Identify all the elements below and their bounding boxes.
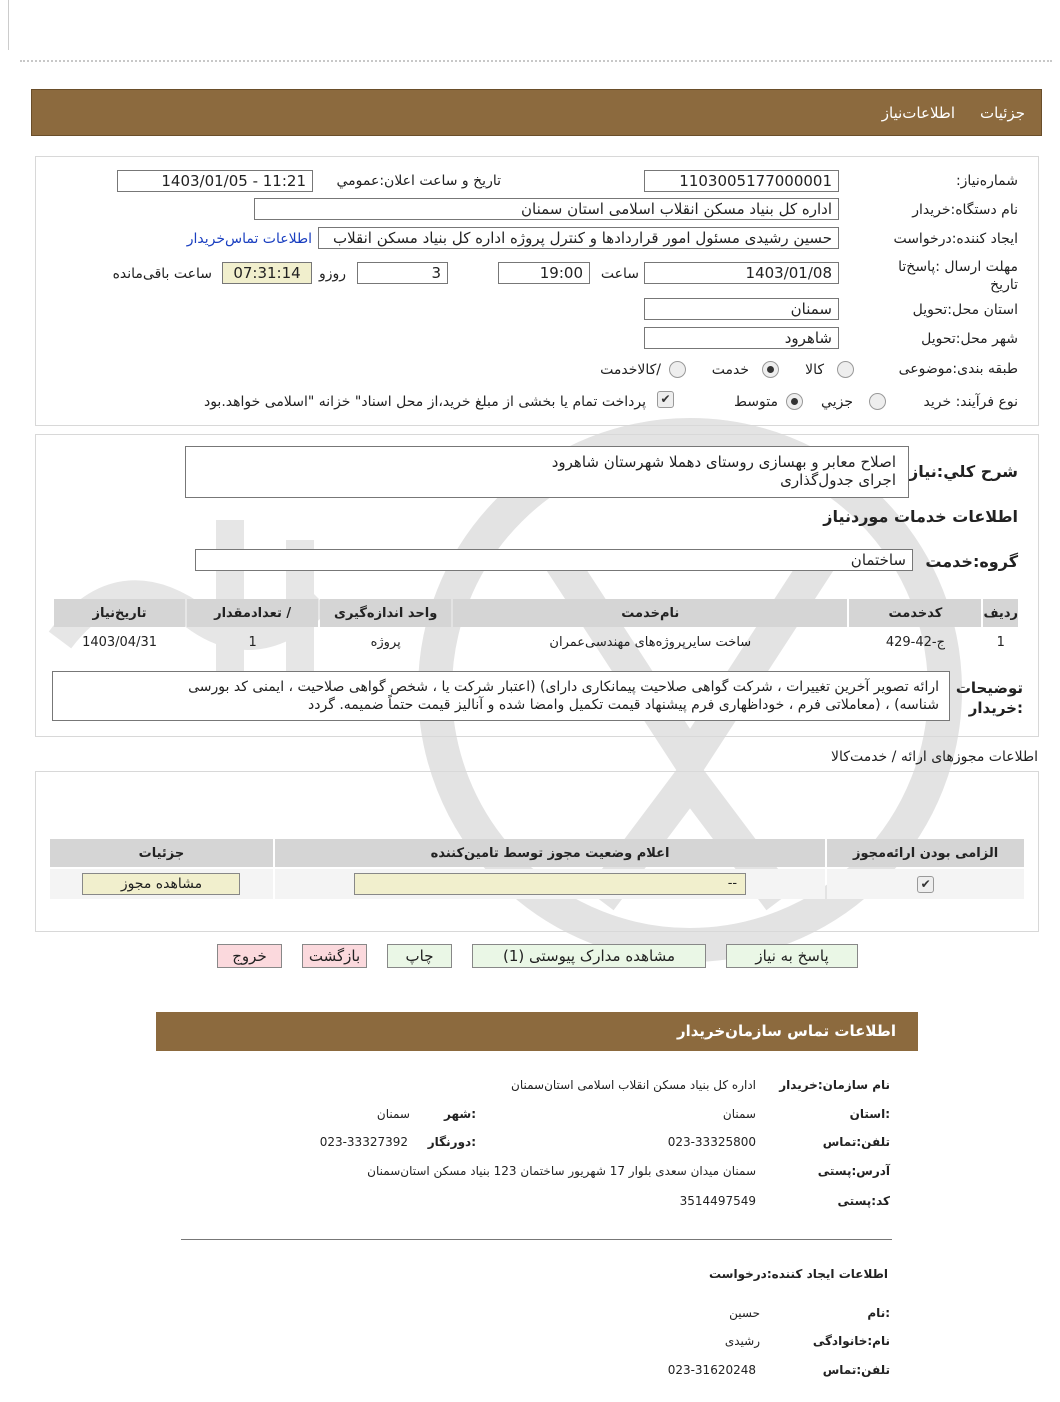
province-label: استان محل:تحویل	[912, 302, 1018, 318]
proc-medium-radio[interactable]	[786, 393, 803, 410]
cat-both-label: /کالاخدمت	[600, 362, 661, 378]
org-label: نام سازمان:خریدار	[779, 1078, 890, 1092]
summary-line-2: اجرای جدول‌گذاری	[780, 471, 896, 489]
creator-family-label: نام:خانوادگی	[812, 1334, 890, 1348]
summary-line-1: اصلاح معابر و بهسازی روستای دهملا شهرستان شاهرود	[551, 453, 896, 471]
col-quantity: / تعدادمقدار	[187, 599, 318, 627]
phone-value: 023-33325800	[667, 1135, 756, 1149]
page-edge-line	[8, 0, 9, 50]
proc-partial-radio[interactable]	[869, 393, 886, 410]
deadline-date-field: 1403/01/08	[644, 262, 839, 284]
service-group-label: گروه:خدمت	[925, 552, 1018, 571]
buyer-notes-field	[52, 671, 950, 721]
cell-need-date: 1403/04/31	[82, 634, 157, 650]
reply-button[interactable]: پاسخ به نیاز	[726, 944, 858, 968]
contact-header	[156, 1012, 918, 1051]
creator-field: حسین رشیدی مسئول امور قراردادها و کنترل پروژه اداره کل بنیاد مسکن انقلاب	[318, 227, 839, 249]
creator-family-value: رشیدی	[724, 1334, 760, 1348]
postal-value: 3514497549	[679, 1194, 756, 1208]
creator-info-title: اطلاعات ایجاد کننده:درخواست	[708, 1267, 888, 1281]
col-unit: واحد اندازه‌گیری	[320, 599, 451, 627]
buyer-org-field: اداره کل بنیاد مسکن انقلاب اسلامی استان سمنان	[254, 198, 839, 220]
cell-row: 1	[996, 634, 1005, 650]
col-code: کدخدمت	[849, 599, 981, 627]
cat-goods-label: کالا	[805, 362, 824, 378]
deadline-label: مهلت ارسال :پاسخ‌تا تاریخ	[898, 259, 1018, 293]
cell-code: ج-42-429	[885, 634, 945, 650]
col-permit-required: الزامی بودن ارائه‌مجوز	[827, 839, 1024, 867]
permit-status-field: --	[354, 873, 746, 895]
print-button[interactable]: چاپ	[387, 944, 452, 968]
cell-quantity: 1	[248, 634, 257, 650]
province-field: سمنان	[644, 298, 839, 320]
cell-service-name: ساخت سایرپروژه‌های مهندسی‌عمران	[549, 634, 752, 650]
days-field: 3	[357, 262, 448, 284]
col-service-name: نام‌خدمت	[453, 599, 847, 627]
col-permit-details: جزئیات	[50, 839, 273, 867]
buyer-notes-line-2: شناسه) ، (معاملاتی فرم ، خوداظهاری فرم پیشنهاد قیمت تکمیل وامضا شده و آنالیز قیمت حتماً ضمیمه. گردد	[308, 697, 939, 713]
table-row	[54, 629, 1018, 655]
contact-city-value: سمنان	[376, 1107, 410, 1121]
days-label: روزو	[318, 266, 346, 282]
summary-label: شرح کلي:نیاز	[909, 462, 1018, 481]
creator-label: ایجاد کننده:درخواست	[893, 231, 1018, 247]
city-field: شاهرود	[644, 327, 839, 349]
contact-title: اطلاعات تماس سازمان‌خریدار	[676, 1022, 896, 1040]
postal-label: کد:پستی	[837, 1194, 890, 1208]
exit-button[interactable]: خروج	[217, 944, 282, 968]
contact-province-label: :استان	[849, 1107, 890, 1121]
cat-goods-radio[interactable]	[837, 361, 854, 378]
contact-city-label: :شهر	[444, 1107, 476, 1121]
proc-medium-label: متوسط	[734, 394, 778, 410]
permit-required-checkbox[interactable]: ✔	[917, 876, 934, 893]
org-value: اداره کل بنیاد مسکن انقلاب اسلامی استان‌سمنان	[511, 1078, 756, 1092]
process-label: نوع فرآیند: خرید	[923, 394, 1018, 410]
creator-name-label: :نام	[867, 1306, 890, 1320]
payment-note: پرداخت تمام یا بخشی از مبلغ خرید،از محل اسناد" خزانه "اسلامی خواهد.بود	[203, 394, 646, 410]
treasury-payment-checkbox[interactable]: ✔	[657, 391, 674, 408]
buyer-contact-link[interactable]: اطلاعات تماس‌خریدار	[186, 231, 312, 247]
col-permit-status: اعلام وضعیت مجوز توسط تامین‌کننده	[275, 839, 825, 867]
city-label: شهر محل:تحویل	[921, 331, 1018, 347]
col-need-date: تاریخ‌نیاز	[54, 599, 185, 627]
need-number-field: 1103005177000001	[644, 170, 839, 192]
table-row	[50, 869, 1024, 899]
fax-value: 023-33327392	[319, 1135, 408, 1149]
creator-name-value: حسین	[729, 1306, 760, 1320]
permits-title: اطلاعات مجوزهای ارائه / خدمت‌کالا	[831, 749, 1038, 765]
services-title: اطلاعات خدمات موردنیاز	[823, 507, 1018, 526]
need-number-label: شماره‌نیاز:	[955, 173, 1018, 189]
tab-header-bar	[31, 89, 1042, 136]
cat-service-radio[interactable]	[762, 361, 779, 378]
remaining-label: ساعت باقی‌مانده	[112, 266, 212, 282]
category-label: طبقه بندی:موضوعی	[898, 361, 1018, 377]
cell-permit-required	[827, 869, 1024, 899]
phone-label: تلفن:تماس	[822, 1135, 890, 1149]
summary-field	[185, 446, 909, 498]
contact-province-value: سمنان	[722, 1107, 756, 1121]
services-table	[52, 597, 1020, 657]
buyer-notes-line-1: ارائه تصویر آخرین تغییرات ، شرکت گواهی صلاحیت پیمانکاری دارای) (اعتبار شرکت یا ، شخص گواهی صلاحیت ، ایمنی کد بورسی	[188, 679, 939, 695]
fax-label: :دورنگار	[427, 1135, 476, 1149]
creator-phone-label: تلفن:تماس	[822, 1363, 890, 1377]
buyer-org-label: نام دستگاه:خریدار	[912, 202, 1018, 218]
col-row: ردیف	[983, 599, 1018, 627]
time-label: ساعت	[600, 266, 639, 282]
permits-table	[48, 837, 1026, 901]
view-attachments-button[interactable]: مشاهده مدارک پیوستی (1)	[472, 944, 706, 968]
deadline-time-field: 19:00	[498, 262, 590, 284]
cat-service-label: خدمت	[711, 362, 749, 378]
cat-both-radio[interactable]	[669, 361, 686, 378]
tab-details[interactable]: جزئیات	[980, 104, 1025, 122]
back-button[interactable]: بازگشت	[302, 944, 367, 968]
tab-need-info[interactable]: اطلاعات‌نیاز	[881, 104, 955, 122]
announce-label: تاریخ و ساعت اعلان:عمومي	[336, 173, 501, 189]
address-label: آدرس:پستی	[817, 1164, 890, 1178]
cell-permit-status	[275, 869, 825, 899]
creator-phone-value: 023-31620248	[667, 1363, 756, 1377]
cell-permit-details	[50, 869, 273, 899]
announce-date-field: 1403/01/05 - 11:21	[117, 170, 313, 192]
service-group-field: ساختمان	[195, 549, 913, 571]
proc-partial-label: جزيي	[821, 394, 853, 410]
contact-divider	[181, 1239, 892, 1240]
view-permit-button[interactable]: مشاهده مجوز	[82, 873, 240, 895]
remaining-time-field: 07:31:14	[222, 262, 312, 284]
top-divider	[20, 60, 1052, 62]
address-value: سمنان میدان سعدی بلوار 17 شهریور ساختمان 123 بنیاد مسکن استان‌سمنان	[367, 1164, 756, 1178]
cell-unit: پروژه	[370, 634, 401, 650]
buyer-notes-label-2: :خریدار	[968, 699, 1023, 717]
buyer-notes-label-1: توضیحات	[955, 679, 1023, 697]
